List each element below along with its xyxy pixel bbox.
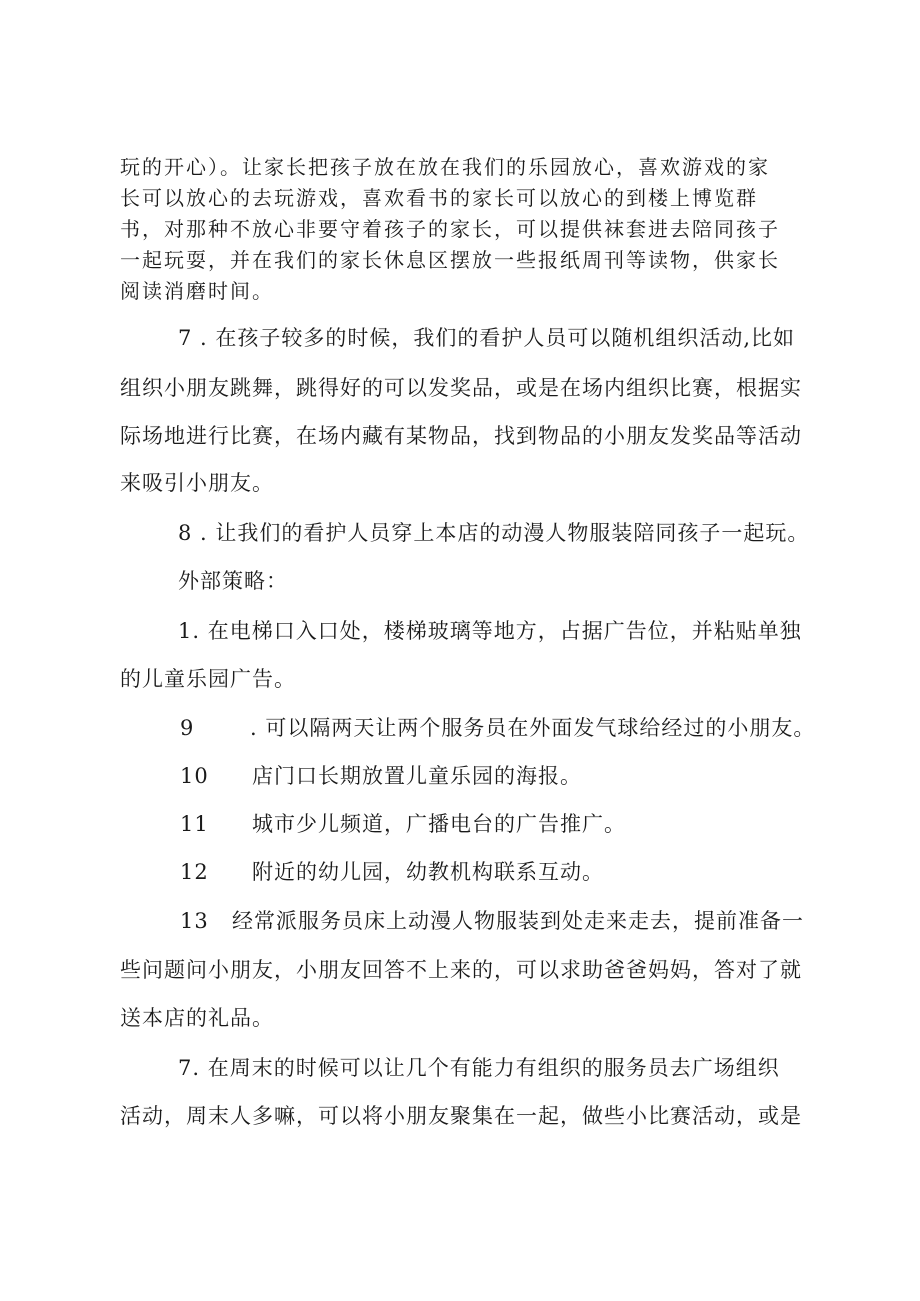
text-line: 组织小朋友跳舞，跳得好的可以发奖品，或是在场内组织比赛，根据实: [120, 376, 802, 400]
text-line: 长可以放心的去玩游戏，喜欢看书的家长可以放心的到楼上博览群: [120, 186, 758, 210]
text-line: 一起玩耍，并在我们的家长休息区摆放一些报纸周刊等读物，供家长: [120, 248, 780, 272]
item-text: 店门口长期放置儿童乐园的海报。: [252, 764, 582, 788]
text-line: 阅读消磨时间。: [120, 279, 274, 303]
text-line: 7 . 在孩子较多的时候，我们的看护人员可以随机组织活动,比如: [178, 326, 796, 350]
item-number: 12: [180, 860, 209, 884]
item-number: 10: [180, 764, 209, 788]
item-text: 城市少儿频道，广播电台的广告推广。: [252, 812, 626, 836]
text-line: 来吸引小朋友。: [120, 471, 274, 495]
text-line: 的儿童乐园广告。: [120, 667, 296, 691]
section-heading-external-strategy: 外部策略：: [178, 569, 288, 593]
text-line: 7. 在周末的时候可以让几个有能力有组织的服务员去广场组织: [178, 1056, 780, 1080]
text-line: 书，对那种不放心非要守着孩子的家长，可以提供袜套进去陪同孩子: [120, 217, 780, 241]
item-text: . 可以隔两天让两个服务员在外面发气球给经过的小朋友。: [250, 716, 816, 740]
paragraph-item-8: 8 . 让我们的看护人员穿上本店的动漫人物服装陪同孩子一起玩。: [178, 521, 810, 545]
text-line: 活动，周末人多嘛，可以将小朋友聚集在一起，做些小比赛活动，或是: [120, 1104, 802, 1128]
item-text: 附近的幼儿园，幼教机构联系互动。: [252, 860, 604, 884]
text-line: 经常派服务员床上动漫人物服装到处走来走去，提前准备一: [232, 909, 804, 933]
item-number: 13: [180, 909, 209, 933]
text-line: 际场地进行比赛，在场内藏有某物品，找到物品的小朋友发奖品等活动: [120, 424, 802, 448]
item-number: 9: [180, 716, 195, 740]
text-line: 些问题问小朋友，小朋友回答不上来的，可以求助爸爸妈妈，答对了就: [120, 958, 802, 982]
text-line: 1. 在电梯口入口处，楼梯玻璃等地方，占据广告位，并粘贴单独: [178, 619, 802, 643]
text-line: 送本店的礼品。: [120, 1006, 274, 1030]
text-line: 玩的开心）。让家长把孩子放在放在我们的乐园放心，喜欢游戏的家: [120, 155, 770, 179]
item-number: 11: [180, 812, 209, 836]
